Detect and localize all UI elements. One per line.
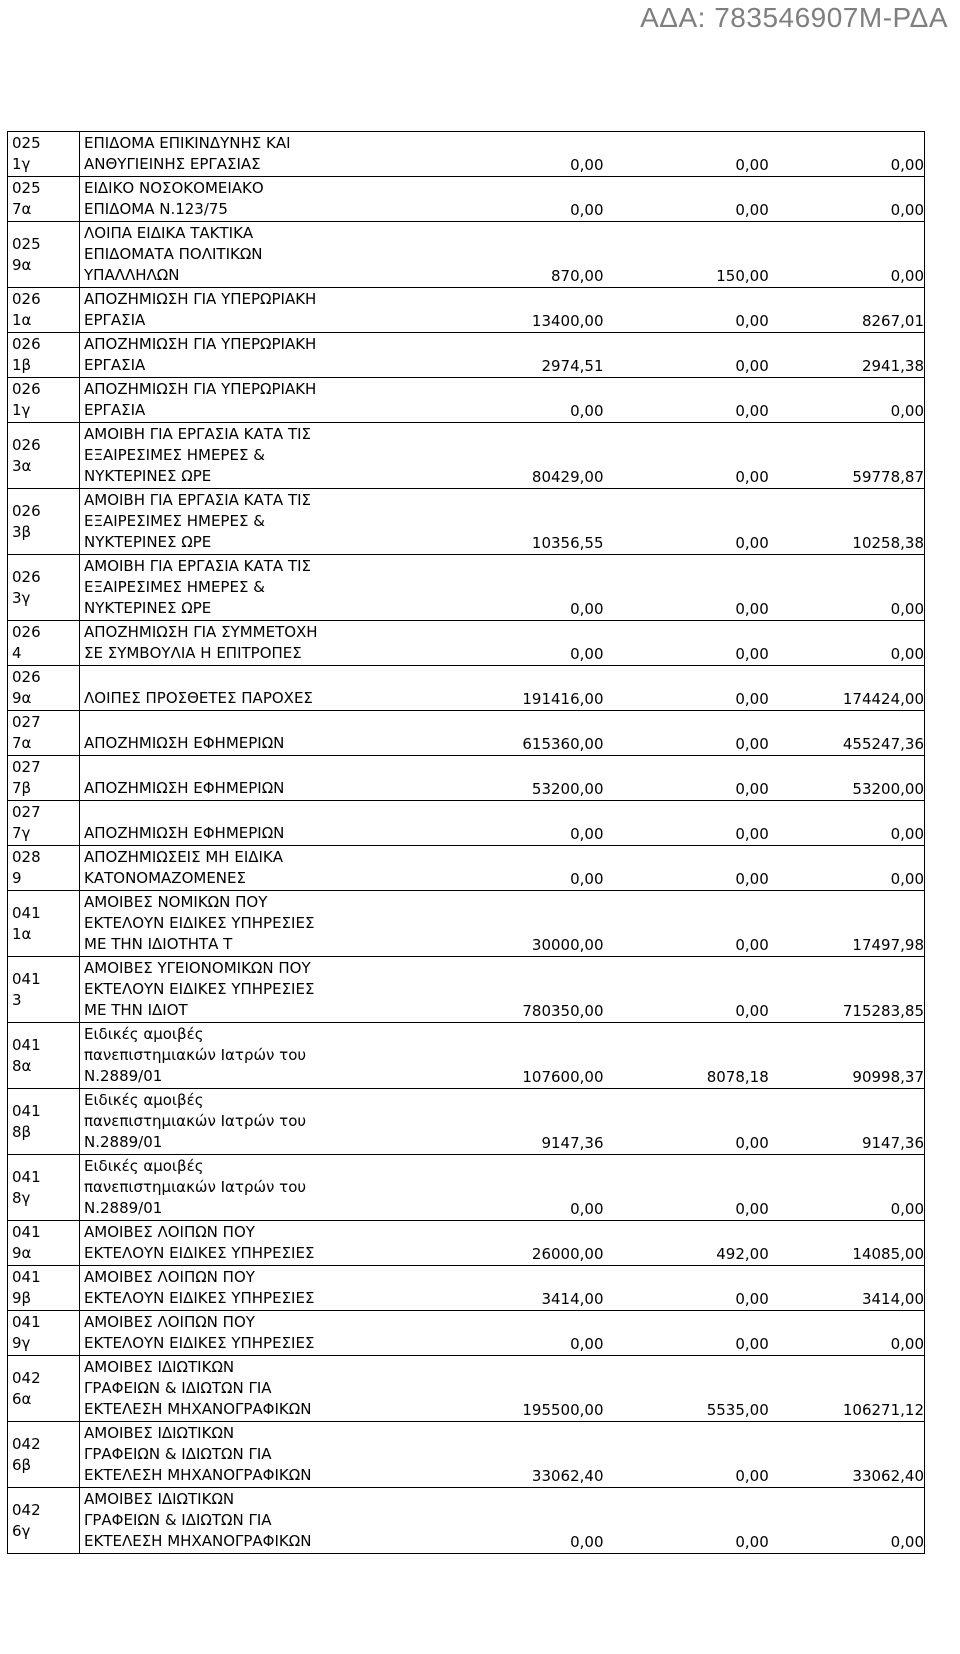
budgeted-amount: 3414,00 [541,1290,604,1308]
account-description-line: ΕΞΑΙΡΕΣΙΜΕΣ ΗΜΕΡΕΣ & [84,512,265,530]
budgeted-amount: 80429,00 [531,468,604,486]
account-description-line: ΑΠΟΖΗΜΙΩΣΗ ΕΦΗΜΕΡΙΩΝ [84,779,285,797]
table-row [8,957,925,1023]
committed-amount: 9147,36 [861,1134,924,1152]
budgeted-amount: 870,00 [551,267,604,285]
table-row [8,1356,925,1422]
table-row [8,222,925,288]
account-description-line: ΑΜΟΙΒΕΣ ΛΟΙΠΩΝ ΠΟΥ [84,1268,255,1286]
account-description-line: ΑΜΟΙΒΕΣ ΛΟΙΠΩΝ ΠΟΥ [84,1313,255,1331]
budgeted-amount: 53200,00 [531,780,604,798]
account-code [8,1155,80,1221]
budgeted-amount: 0,00 [570,825,604,843]
table-row [8,132,925,177]
account-description [80,711,455,756]
change-amount: 0,00 [735,690,769,708]
account-code [8,333,80,378]
account-code [8,957,80,1023]
account-description-line: ΕΚΤΕΛΟΥΝ ΕΙΔΙΚΕΣ ΥΠΗΡΕΣΙΕΣ [84,1289,315,1307]
account-description [80,801,455,846]
change-amount: 0,00 [735,645,769,663]
budgeted-amount: 0,00 [570,870,604,888]
account-code-line: 9α [12,255,32,274]
account-description-line: ΝΥΚΤΕΡΙΝΕΣ ΩΡΕ [84,599,212,617]
account-code-line: 3β [12,522,32,541]
account-description-line: ΕΚΤΕΛΟΥΝ ΕΙΔΙΚΕΣ ΥΠΗΡΕΣΙΕΣ [84,1244,315,1262]
account-description [80,177,455,222]
account-description-line: ΕΙΔΙΚΟ ΝΟΣΟΚΟΜΕΙΑΚΟ [84,179,264,197]
account-description-line: ΕΞΑΙΡΕΣΙΜΕΣ ΗΜΕΡΕΣ & [84,578,265,596]
committed-amount: 455247,36 [842,735,924,753]
account-code [8,621,80,666]
account-code [8,846,80,891]
account-code [8,711,80,756]
committed-amount: 0,00 [890,870,924,888]
change-amount: 0,00 [735,1290,769,1308]
account-description-line: ΕΚΤΕΛΟΥΝ ΕΙΔΙΚΕΣ ΥΠΗΡΕΣΙΕΣ [84,914,315,932]
account-description-line: Ν.2889/01 [84,1133,163,1151]
table-row [8,621,925,666]
change-amount: 5535,00 [706,1401,769,1419]
account-code-line: 042 [12,1434,41,1453]
table-row [8,756,925,801]
budgeted-amount: 0,00 [570,1335,604,1353]
change-amount: 0,00 [735,825,769,843]
account-code-line: 3 [12,990,22,1009]
account-code-line: 027 [12,758,41,776]
budgeted-amount: 30000,00 [531,936,604,954]
amounts-cell [455,132,925,177]
change-amount: 0,00 [735,468,769,486]
committed-amount: 14085,00 [852,1245,924,1263]
account-description-line: πανεπιστημιακών Ιατρών του [84,1178,307,1196]
account-description-line: ΑΜΟΙΒΕΣ ΙΔΙΩΤΙΚΩΝ [84,1358,235,1376]
committed-amount: 0,00 [890,267,924,285]
committed-amount: 53200,00 [852,780,924,798]
amounts-cell [455,957,925,1023]
account-description-line: ΑΠΟΖΗΜΙΩΣΕΙΣ ΜΗ ΕΙΔΙΚΑ [84,848,284,866]
change-amount: 0,00 [735,870,769,888]
table-row [8,1311,925,1356]
amounts-cell [455,846,925,891]
account-code-line: 8α [12,1056,32,1075]
account-description-line: ΓΡΑΦΕΙΩΝ & ΙΔΙΩΤΩΝ ΓΙΑ [84,1379,272,1397]
account-code-line: 9γ [12,1334,31,1352]
change-amount: 0,00 [735,156,769,174]
account-code-line: 7α [12,734,32,752]
table-row [8,1422,925,1488]
committed-amount: 0,00 [890,645,924,663]
account-code-line: 026 [12,567,41,586]
amounts-cell [455,555,925,621]
account-code-line: 026 [12,290,41,308]
account-description-line: πανεπιστημιακών Ιατρών του [84,1112,307,1130]
committed-amount: 10258,38 [852,534,924,552]
committed-amount: 0,00 [890,201,924,219]
amounts-cell [455,1311,925,1356]
account-code [8,1266,80,1311]
account-code-line: 9 [12,869,22,887]
table-row [8,801,925,846]
account-description-line: Ν.2889/01 [84,1067,163,1085]
account-code-line: 9β [12,1289,32,1307]
account-code-line: 4 [12,644,22,662]
account-code [8,489,80,555]
table-row [8,489,925,555]
account-description-line: πανεπιστημιακών Ιατρών του [84,1046,307,1064]
committed-amount: 715283,85 [842,1002,924,1020]
account-description [80,1089,455,1155]
account-code-line: 026 [12,380,41,398]
account-code [8,288,80,333]
committed-amount: 0,00 [890,402,924,420]
account-code [8,891,80,957]
account-description [80,1266,455,1311]
amounts-cell [455,621,925,666]
change-amount: 0,00 [735,1002,769,1020]
budgeted-amount: 0,00 [570,645,604,663]
account-code-line: 041 [12,1268,41,1286]
account-description-line: ΑΠΟΖΗΜΙΩΣΗ ΓΙΑ ΥΠΕΡΩΡΙΑΚΗ [84,335,317,353]
account-code-line: 042 [12,1368,41,1387]
account-description-line: ΓΡΑΦΕΙΩΝ & ΙΔΙΩΤΩΝ ΓΙΑ [84,1511,272,1529]
budgeted-amount: 0,00 [570,1533,604,1551]
amounts-cell [455,489,925,555]
account-code-line: 6β [12,1455,32,1474]
committed-amount: 0,00 [890,1200,924,1218]
amounts-cell [455,1221,925,1266]
account-description-line: ΕΡΓΑΣΙΑ [84,356,146,374]
account-code [8,222,80,288]
account-code [8,378,80,423]
account-description-line: ΑΜΟΙΒΕΣ ΝΟΜΙΚΩΝ ΠΟΥ [84,893,268,911]
account-description-line: ΑΜΟΙΒΕΣ ΙΔΙΩΤΙΚΩΝ [84,1424,235,1442]
change-amount: 150,00 [716,267,769,285]
account-code-line: 041 [12,1313,41,1331]
account-description [80,222,455,288]
change-amount: 0,00 [735,1533,769,1551]
amounts-cell [455,1023,925,1089]
account-code-line: 041 [12,969,41,988]
account-description-line: ΕΚΤΕΛΟΥΝ ΕΙΔΙΚΕΣ ΥΠΗΡΕΣΙΕΣ [84,980,315,998]
account-code-line: 025 [12,134,41,152]
committed-amount: 174424,00 [842,690,924,708]
budgeted-amount: 195500,00 [522,1401,604,1419]
account-description-line: ΕΚΤΕΛΕΣΗ ΜΗΧΑΝΟΓΡΑΦΙΚΩΝ [84,1466,312,1484]
account-description [80,621,455,666]
account-code-line: 042 [12,1500,41,1519]
account-code-line: 3α [12,456,32,475]
amounts-cell [455,1089,925,1155]
account-description-line: ΑΜΟΙΒΗ ΓΙΑ ΕΡΓΑΣΙΑ ΚΑΤΑ ΤΙΣ [84,491,312,509]
amounts-cell [455,666,925,711]
account-description-line: ΝΥΚΤΕΡΙΝΕΣ ΩΡΕ [84,467,212,485]
account-description [80,756,455,801]
account-description [80,1221,455,1266]
ada-identifier: ΑΔΑ: 783546907Μ-ΡΔΑ [640,2,948,33]
amounts-cell [455,177,925,222]
committed-amount: 0,00 [890,156,924,174]
committed-amount: 0,00 [890,600,924,618]
change-amount: 0,00 [735,735,769,753]
account-description-line: ΑΜΟΙΒΗ ΓΙΑ ΕΡΓΑΣΙΑ ΚΑΤΑ ΤΙΣ [84,425,312,443]
table-row [8,666,925,711]
account-code-line: 7γ [12,824,31,842]
amounts-cell [455,1266,925,1311]
committed-amount: 33062,40 [852,1467,924,1485]
account-description [80,891,455,957]
committed-amount: 59778,87 [852,468,924,486]
account-code-line: 1α [12,924,32,943]
account-code [8,555,80,621]
change-amount: 0,00 [735,936,769,954]
account-description [80,489,455,555]
account-code-line: 026 [12,623,41,641]
budgeted-amount: 0,00 [570,1200,604,1218]
amounts-cell [455,1488,925,1554]
account-code-line: 8γ [12,1188,31,1207]
amounts-cell [455,891,925,957]
account-description-line: Ειδικές αμοιβές [84,1025,204,1043]
account-code [8,666,80,711]
account-description-line: ΕΠΙΔΟΜΑ Ν.123/75 [84,200,228,218]
change-amount: 0,00 [735,402,769,420]
budgeted-amount: 9147,36 [541,1134,604,1152]
amounts-cell [455,222,925,288]
account-code-line: 028 [12,848,41,866]
account-code-line: 041 [12,1035,41,1054]
account-description-line: ΣΕ ΣΥΜΒΟΥΛΙΑ Η ΕΠΙΤΡΟΠΕΣ [84,644,302,662]
budgeted-amount: 0,00 [570,600,604,618]
account-code [8,756,80,801]
account-code-line: 025 [12,179,41,197]
change-amount: 0,00 [735,780,769,798]
account-code-line: 026 [12,668,41,686]
account-code [8,1023,80,1089]
account-description [80,1023,455,1089]
account-description-line: ΕΚΤΕΛΟΥΝ ΕΙΔΙΚΕΣ ΥΠΗΡΕΣΙΕΣ [84,1334,315,1352]
committed-amount: 0,00 [890,825,924,843]
table-row [8,846,925,891]
account-description-line: ΝΥΚΤΕΡΙΝΕΣ ΩΡΕ [84,533,212,551]
account-description-line: ΓΡΑΦΕΙΩΝ & ΙΔΙΩΤΩΝ ΓΙΑ [84,1445,272,1463]
change-amount: 0,00 [735,201,769,219]
account-description [80,846,455,891]
budgeted-amount: 0,00 [570,156,604,174]
account-code [8,132,80,177]
amounts-cell [455,711,925,756]
committed-amount: 0,00 [890,1533,924,1551]
table-row [8,1488,925,1554]
account-code-line: 6γ [12,1521,31,1540]
account-code [8,1356,80,1422]
change-amount: 8078,18 [706,1068,769,1086]
account-code-line: 026 [12,335,41,353]
table-row [8,177,925,222]
account-code-line: 026 [12,435,41,454]
budgeted-amount: 13400,00 [531,312,604,330]
budgeted-amount: 780350,00 [522,1002,604,1020]
change-amount: 0,00 [735,1335,769,1353]
account-description [80,1422,455,1488]
table-row [8,288,925,333]
budgeted-amount: 33062,40 [531,1467,604,1485]
account-code-line: 041 [12,1101,41,1120]
account-description-line: ΑΠΟΖΗΜΙΩΣΗ ΕΦΗΜΕΡΙΩΝ [84,734,285,752]
budgeted-amount: 26000,00 [531,1245,604,1263]
account-code [8,1089,80,1155]
account-description [80,1488,455,1554]
account-code-line: 027 [12,713,41,731]
committed-amount: 0,00 [890,1335,924,1353]
account-code-line: 1α [12,311,32,329]
amounts-cell [455,1422,925,1488]
account-description-line: ΛΟΙΠΕΣ ΠΡΟΣΘΕΤΕΣ ΠΑΡΟΧΕΣ [84,689,313,707]
account-code-line: 8β [12,1122,32,1141]
account-description-line: ΕΠΙΔΟΜΑΤΑ ΠΟΛΙΤΙΚΩΝ [84,245,263,263]
account-code-line: 7β [12,779,32,797]
amounts-cell [455,288,925,333]
account-description [80,1356,455,1422]
account-description-line: ΑΜΟΙΒΗ ΓΙΑ ΕΡΓΑΣΙΑ ΚΑΤΑ ΤΙΣ [84,557,312,575]
table-row [8,711,925,756]
account-code-line: 025 [12,234,41,253]
change-amount: 0,00 [735,1467,769,1485]
account-code [8,1311,80,1356]
amounts-cell [455,756,925,801]
budgeted-amount: 10356,55 [531,534,604,552]
account-description-line: ΑΠΟΖΗΜΙΩΣΗ ΓΙΑ ΥΠΕΡΩΡΙΑΚΗ [84,380,317,398]
budget-table [7,131,925,1554]
account-code-line: 1γ [12,401,31,419]
account-code-line: 1β [12,356,32,374]
account-code-line: 9α [12,1244,32,1262]
table-row [8,1266,925,1311]
amounts-cell [455,1155,925,1221]
account-code-line: 041 [12,1167,41,1186]
account-description-line: Ειδικές αμοιβές [84,1157,204,1175]
table-row [8,1023,925,1089]
account-description-line: ΕΞΑΙΡΕΣΙΜΕΣ ΗΜΕΡΕΣ & [84,446,265,464]
change-amount: 0,00 [735,312,769,330]
table-row [8,1089,925,1155]
account-code [8,177,80,222]
table-row [8,891,925,957]
account-description-line: ΕΡΓΑΣΙΑ [84,311,146,329]
account-code [8,801,80,846]
account-code-line: 6α [12,1389,32,1408]
account-code [8,423,80,489]
budgeted-amount: 615360,00 [522,735,604,753]
account-description-line: ΑΠΟΖΗΜΙΩΣΗ ΕΦΗΜΕΡΙΩΝ [84,824,285,842]
change-amount: 0,00 [735,534,769,552]
committed-amount: 17497,98 [852,936,924,954]
account-description-line: ΕΡΓΑΣΙΑ [84,401,146,419]
account-description-line: ΜΕ ΤΗΝ ΙΔΙΟΤ [84,1001,188,1019]
table-row [8,1221,925,1266]
change-amount: 0,00 [735,1134,769,1152]
table-row [8,555,925,621]
amounts-cell [455,378,925,423]
account-description-line: ΑΠΟΖΗΜΙΩΣΗ ΓΙΑ ΣΥΜΜΕΤΟΧΗ [84,623,318,641]
account-description-line: ΑΜΟΙΒΕΣ ΙΔΙΩΤΙΚΩΝ [84,1490,235,1508]
account-description-line: Ειδικές αμοιβές [84,1091,204,1109]
change-amount: 0,00 [735,357,769,375]
account-description [80,132,455,177]
account-description-line: ΛΟΙΠΑ ΕΙΔΙΚΑ ΤΑΚΤΙΚΑ [84,224,254,242]
table-row [8,1155,925,1221]
account-description [80,1311,455,1356]
account-code-line: 1γ [12,155,31,173]
account-description-line: ΥΠΑΛΛΗΛΩΝ [84,266,180,284]
account-description [80,555,455,621]
change-amount: 0,00 [735,1200,769,1218]
amounts-cell [455,801,925,846]
account-code-line: 026 [12,501,41,520]
budgeted-amount: 0,00 [570,201,604,219]
budgeted-amount: 0,00 [570,402,604,420]
account-code-line: 041 [12,1223,41,1241]
account-description-line: ΕΚΤΕΛΕΣΗ ΜΗΧΑΝΟΓΡΑΦΙΚΩΝ [84,1400,312,1418]
account-code-line: 3γ [12,588,31,607]
account-description-line: ΑΜΟΙΒΕΣ ΥΓΕΙΟΝΟΜΙΚΩΝ ΠΟΥ [84,959,311,977]
account-description [80,666,455,711]
account-description-line: ΕΠΙΔΟΜΑ ΕΠΙΚΙΝΔΥΝΗΣ ΚΑΙ [84,134,291,152]
table-row [8,423,925,489]
account-description-line: ΕΚΤΕΛΕΣΗ ΜΗΧΑΝΟΓΡΑΦΙΚΩΝ [84,1532,312,1550]
account-description [80,1155,455,1221]
amounts-cell [455,1356,925,1422]
account-description [80,957,455,1023]
account-description-line: ΜΕ ΤΗΝ ΙΔΙΟΤΗΤΑ Τ [84,935,233,953]
account-code-line: 7α [12,200,32,218]
account-code [8,1488,80,1554]
account-code [8,1422,80,1488]
change-amount: 492,00 [716,1245,769,1263]
account-code-line: 041 [12,903,41,922]
change-amount: 0,00 [735,600,769,618]
amounts-cell [455,333,925,378]
account-description [80,333,455,378]
table-row [8,333,925,378]
account-code [8,1221,80,1266]
account-description-line: ΑΝΘΥΓΙΕΙΝΗΣ ΕΡΓΑΣΙΑΣ [84,155,261,173]
committed-amount: 90998,37 [852,1068,924,1086]
account-description-line: Ν.2889/01 [84,1199,163,1217]
account-description-line: ΚΑΤΟΝΟΜΑΖΟΜΕΝΕΣ [84,869,246,887]
budgeted-amount: 2974,51 [541,357,604,375]
account-description [80,378,455,423]
budgeted-amount: 191416,00 [522,690,604,708]
amounts-cell [455,423,925,489]
account-description [80,423,455,489]
budget-table-body [8,132,925,1554]
account-description-line: ΑΜΟΙΒΕΣ ΛΟΙΠΩΝ ΠΟΥ [84,1223,255,1241]
table-row [8,378,925,423]
committed-amount: 2941,38 [861,357,924,375]
committed-amount: 106271,12 [842,1401,924,1419]
account-code-line: 9α [12,689,32,707]
committed-amount: 3414,00 [861,1290,924,1308]
account-code-line: 027 [12,803,41,821]
account-description [80,288,455,333]
budgeted-amount: 107600,00 [522,1068,604,1086]
committed-amount: 8267,01 [861,312,924,330]
account-description-line: ΑΠΟΖΗΜΙΩΣΗ ΓΙΑ ΥΠΕΡΩΡΙΑΚΗ [84,290,317,308]
